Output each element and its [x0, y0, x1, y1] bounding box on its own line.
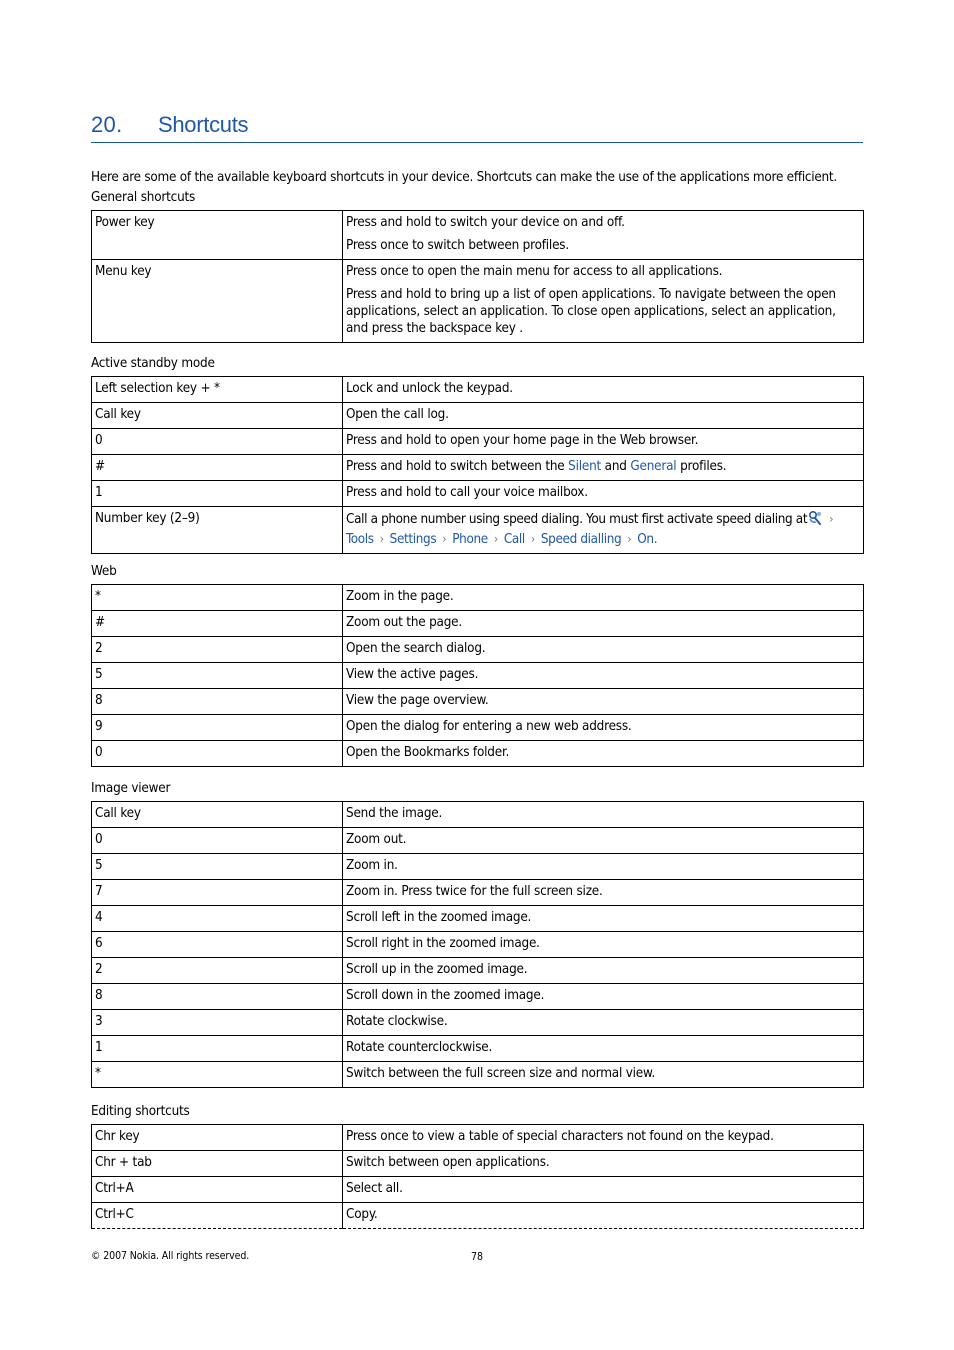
shortcut-key: 8: [92, 984, 343, 1010]
shortcut-description: Switch between the full screen size and normal view.: [343, 1062, 864, 1088]
path-call[interactable]: Call: [503, 532, 525, 547]
shortcut-key: #: [92, 611, 343, 637]
editing-shortcuts-table: [91, 1124, 864, 1229]
table-row: [92, 741, 864, 767]
chevron-right-icon: ›: [627, 532, 632, 546]
shortcut-key: 0: [92, 828, 343, 854]
chapter-heading: [91, 110, 863, 143]
table-row: [92, 1177, 864, 1203]
table-row: [92, 507, 864, 554]
shortcut-key: 0: [92, 741, 343, 767]
table-row: [92, 689, 864, 715]
section-title: Web: [91, 564, 117, 579]
shortcut-key: Call key: [92, 403, 343, 429]
general-shortcuts-table: [91, 210, 864, 343]
shortcut-key: Menu key: [92, 260, 343, 343]
table-row: [92, 1125, 864, 1151]
shortcut-key: 5: [92, 854, 343, 880]
section-title: Active standby mode: [91, 356, 215, 371]
shortcut-key: Chr key: [92, 1125, 343, 1151]
path-period: .: [653, 532, 658, 547]
path-on[interactable]: On: [637, 532, 654, 547]
shortcut-description: View the page overview.: [343, 689, 864, 715]
table-row: [92, 403, 864, 429]
shortcut-key: 0: [92, 429, 343, 455]
table-row: [92, 611, 864, 637]
web-table: [91, 584, 864, 767]
table-row: [92, 958, 864, 984]
shortcut-key: 5: [92, 663, 343, 689]
active-standby-table: [91, 376, 864, 554]
chevron-right-icon: ›: [442, 532, 447, 546]
shortcut-key: Left selection key + *: [92, 377, 343, 403]
shortcut-key: Call key: [92, 802, 343, 828]
image-viewer-table: [91, 801, 864, 1088]
shortcut-description: Copy.: [343, 1203, 864, 1229]
shortcut-key: 4: [92, 906, 343, 932]
shortcut-description: Scroll left in the zoomed image.: [343, 906, 864, 932]
section-title: General shortcuts: [91, 190, 196, 205]
shortcut-key: 2: [92, 958, 343, 984]
table-row: [92, 802, 864, 828]
description-paragraph: Press once to switch between profiles.: [346, 238, 569, 253]
shortcut-key: 6: [92, 932, 343, 958]
shortcut-key: *: [92, 585, 343, 611]
shortcut-key: 8: [92, 689, 343, 715]
path-speed-dialling[interactable]: Speed dialling: [540, 532, 622, 547]
editing-shortcuts-section: [91, 1102, 863, 1229]
shortcut-description: Send the image.: [343, 802, 864, 828]
shortcut-key: Ctrl+A: [92, 1177, 343, 1203]
shortcut-description: [343, 507, 864, 554]
general-shortcuts-section: [91, 188, 863, 343]
description-paragraph: Press and hold to bring up a list of open applications. To navigate between the open applications, select an application. To close open applications, select an application, and press the backspace key .: [346, 287, 836, 336]
shortcut-description: Scroll up in the zoomed image.: [343, 958, 864, 984]
table-row: [92, 481, 864, 507]
table-row: [92, 828, 864, 854]
table-row: [92, 880, 864, 906]
active-standby-section: [91, 354, 863, 554]
shortcut-description: Open the Bookmarks folder.: [343, 741, 864, 767]
table-row: [92, 663, 864, 689]
path-phone[interactable]: Phone: [452, 532, 488, 547]
table-row: [92, 1036, 864, 1062]
shortcut-key: Power key: [92, 211, 343, 260]
shortcut-description: Switch between open applications.: [343, 1151, 864, 1177]
path-settings[interactable]: Settings: [389, 532, 437, 547]
shortcut-description: Rotate clockwise.: [343, 1010, 864, 1036]
table-row: [92, 637, 864, 663]
web-section: [91, 562, 863, 767]
shortcut-description: Scroll down in the zoomed image.: [343, 984, 864, 1010]
shortcut-description: Open the dialog for entering a new web address.: [343, 715, 864, 741]
table-row: [92, 715, 864, 741]
shortcut-key: 2: [92, 637, 343, 663]
chevron-right-icon: ›: [379, 532, 384, 546]
table-row: [92, 1151, 864, 1177]
table-row: [92, 1203, 864, 1229]
shortcut-description: Press once to view a table of special characters not found on the keypad.: [343, 1125, 864, 1151]
table-row: [92, 1010, 864, 1036]
shortcut-description: Rotate counterclockwise.: [343, 1036, 864, 1062]
table-row: [92, 585, 864, 611]
table-row: [92, 429, 864, 455]
shortcut-description: Select all.: [343, 1177, 864, 1203]
chapter-number: 20.: [91, 112, 123, 137]
section-title: Image viewer: [91, 781, 171, 796]
shortcut-description: [343, 211, 864, 260]
shortcut-key: Chr + tab: [92, 1151, 343, 1177]
shortcut-key: 1: [92, 1036, 343, 1062]
description-text: Press and hold to switch between the: [346, 459, 565, 474]
table-row: [92, 854, 864, 880]
page-number: 78: [471, 1251, 484, 1263]
path-tools[interactable]: Tools: [346, 532, 374, 547]
table-row: [92, 260, 864, 343]
shortcut-description: Zoom in.: [343, 854, 864, 880]
description-text: profiles.: [680, 459, 727, 474]
shortcut-key: 1: [92, 481, 343, 507]
shortcut-description: Lock and unlock the keypad.: [343, 377, 864, 403]
footer-copyright: © 2007 Nokia. All rights reserved.: [91, 1250, 250, 1262]
shortcut-description: Scroll right in the zoomed image.: [343, 932, 864, 958]
table-row: [92, 1062, 864, 1088]
chevron-right-icon: ›: [829, 512, 834, 526]
shortcut-key: *: [92, 1062, 343, 1088]
shortcut-description: Open the search dialog.: [343, 637, 864, 663]
shortcut-description: View the active pages.: [343, 663, 864, 689]
shortcut-description: Zoom in the page.: [343, 585, 864, 611]
shortcut-description: Zoom out the page.: [343, 611, 864, 637]
shortcut-key: #: [92, 455, 343, 481]
chapter-title: Shortcuts: [158, 112, 249, 137]
table-row: [92, 377, 864, 403]
shortcut-description: [343, 260, 864, 343]
table-row: [92, 211, 864, 260]
shortcut-key: 9: [92, 715, 343, 741]
general-profile-link[interactable]: General: [630, 459, 677, 474]
table-row: [92, 932, 864, 958]
description-text: and: [604, 459, 627, 474]
shortcut-description: Zoom in. Press twice for the full screen size.: [343, 880, 864, 906]
shortcut-key: 3: [92, 1010, 343, 1036]
chevron-right-icon: ›: [493, 532, 498, 546]
image-viewer-section: [91, 779, 863, 1088]
shortcut-description: Press and hold to open your home page in the Web browser.: [343, 429, 864, 455]
silent-profile-link[interactable]: Silent: [568, 459, 602, 474]
shortcut-description: Press and hold to call your voice mailbox.: [343, 481, 864, 507]
section-title: Editing shortcuts: [91, 1104, 190, 1119]
shortcut-key: 7: [92, 880, 343, 906]
shortcut-description: [343, 455, 864, 481]
intro-paragraph: Here are some of the available keyboard shortcuts in your device. Shortcuts can make the use of the applications more efficient.: [91, 170, 837, 185]
table-row: [92, 455, 864, 481]
table-row: [92, 906, 864, 932]
shortcut-key: Number key (2–9): [92, 507, 343, 554]
chevron-right-icon: ›: [530, 532, 535, 546]
description-text: Call a phone number using speed dialing. You must first activate speed dialing at: [346, 512, 808, 527]
shortcut-description: Open the call log.: [343, 403, 864, 429]
tools-menu-icon: [807, 510, 823, 531]
shortcut-description: Zoom out.: [343, 828, 864, 854]
description-paragraph: Press and hold to switch your device on and off.: [346, 215, 625, 230]
shortcut-key: Ctrl+C: [92, 1203, 343, 1229]
table-row: [92, 984, 864, 1010]
description-paragraph: Press once to open the main menu for access to all applications.: [346, 264, 723, 279]
